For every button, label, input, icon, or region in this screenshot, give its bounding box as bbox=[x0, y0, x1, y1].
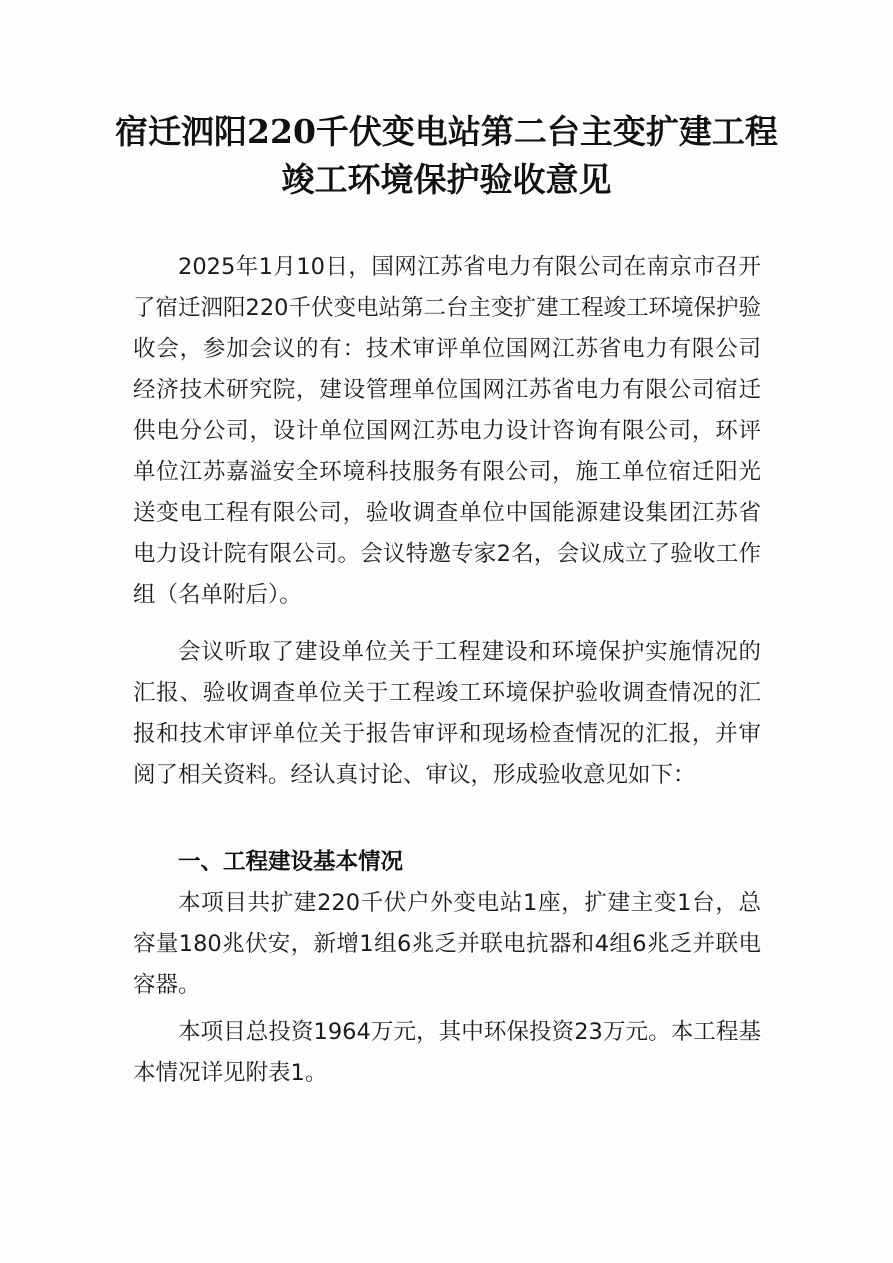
paragraph-text: 本项目共扩建220千伏户外变电站1座，扩建主变1台，总容量180兆伏安，新增1组6兆乏并联电抗器和4组6兆乏并联电容器。 bbox=[133, 890, 761, 998]
paragraph-project-scope bbox=[133, 883, 761, 1006]
paragraph-project-investment bbox=[133, 1012, 761, 1094]
document-title-line1: 宿迁泗阳220千伏变电站第二台主变扩建工程 bbox=[115, 112, 778, 151]
paragraph-meeting-intro bbox=[133, 247, 761, 616]
paragraph-meeting-process bbox=[133, 632, 761, 796]
section-heading-basic-info: 一、工程建设基本情况 bbox=[178, 849, 404, 875]
paragraph-text: 本项目总投资1964万元，其中环保投资23万元。本工程基本情况详见附表1。 bbox=[133, 1019, 761, 1086]
paragraph-text: 2025年1月10日，国网江苏省电力有限公司在南京市召开了宿迁泗阳220千伏变电站第二台主变扩建工程竣工环境保护验收会，参加会议的有：技术审评单位国网江苏省电力有限公司经济技术研究院，建设管理单位国网江苏省电力有限公司宿迁供电分公司，设计单位国网江苏电力设计咨询有限公司，环评单位江苏嘉溢安全环境科技服务有限公司，施工单位宿迁阳光送变电工程有限公司，验收调查单位中国能源建设集团江苏省电力设计院有限公司。会议特邀专家2名，会议成立了验收工作组（名单附后）。 bbox=[133, 254, 761, 608]
paragraph-text: 会议听取了建设单位关于工程建设和环境保护实施情况的汇报、验收调查单位关于工程竣工环境保护验收调查情况的汇报和技术审评单位关于报告审评和现场检查情况的汇报，并审阅了相关资料。经认真讨论、审议，形成验收意见如下： bbox=[133, 639, 761, 788]
document-title-line2: 竣工环境保护验收意见 bbox=[281, 160, 612, 199]
